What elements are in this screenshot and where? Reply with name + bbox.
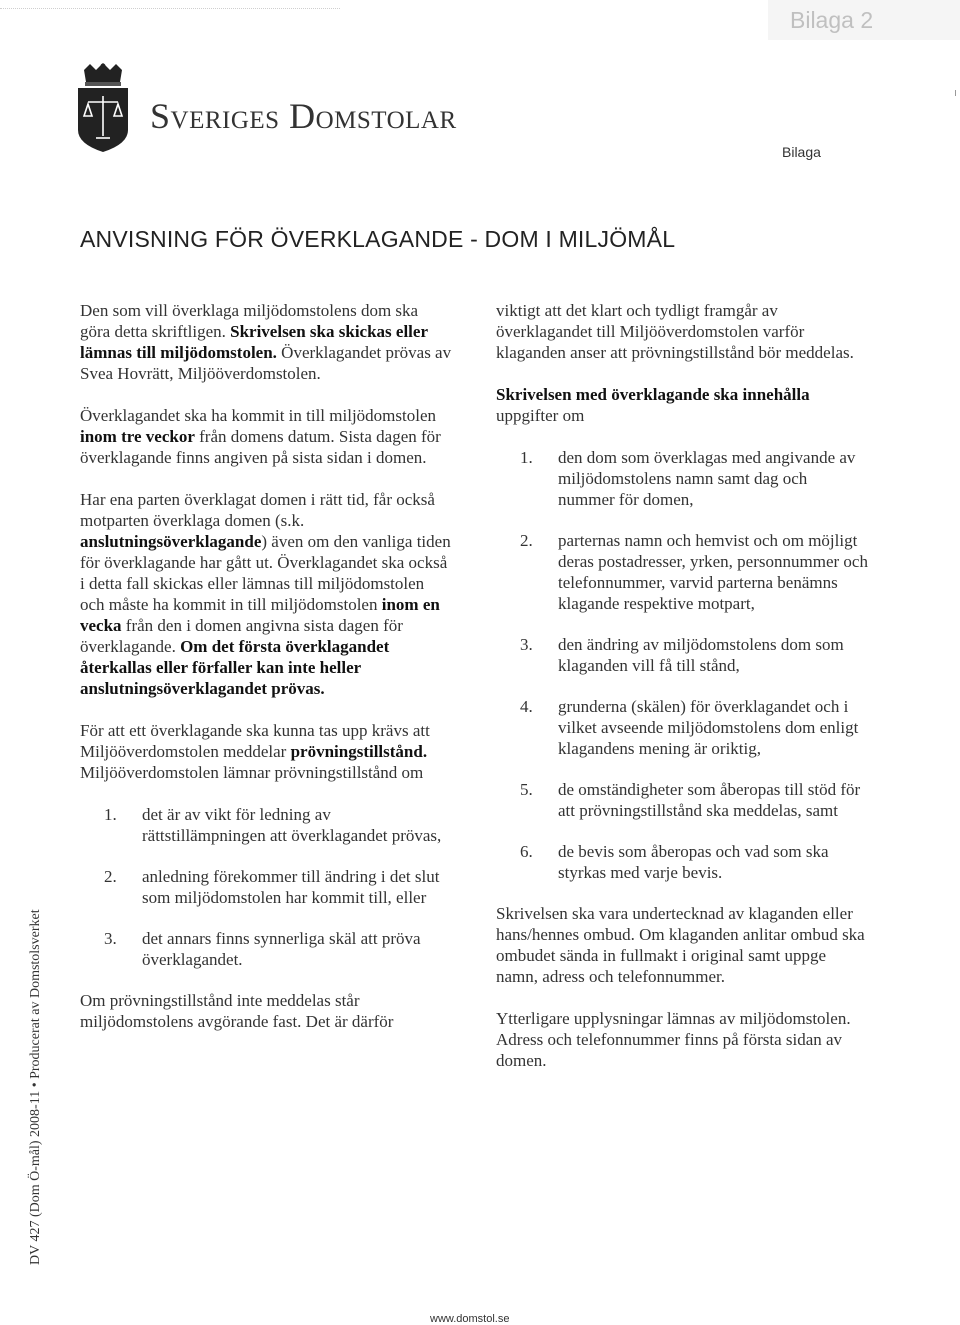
list-text: de bevis som åberopas och vad som ska styrkas med varje bevis. (558, 842, 829, 882)
list-number: 1. (520, 448, 533, 467)
footer-url[interactable]: www.domstol.se (430, 1313, 510, 1325)
list-item (496, 634, 868, 676)
bold-text: Om det första överklagandet återkallas eller förfaller kan inte heller anslutningsöverklagandet prövas. (80, 637, 390, 698)
paragraph-contents-intro (496, 384, 868, 426)
required-contents-list (496, 447, 868, 883)
bold-text: Skrivelsen ska skickas eller lämnas till miljödomstolen. (80, 322, 428, 362)
bold-text: inom en vecka (80, 595, 440, 635)
document-heading: ANVISNING FÖR ÖVERKLAGANDE - DOM I MILJÖMÅL (80, 226, 676, 252)
attachment-label: Bilaga (782, 144, 821, 160)
list-text: parternas namn och hemvist och om möjligt deras postadresser, yrken, personnummer och telefonnummer, varvid parterna benämns klagande respektive motpart, (558, 531, 868, 613)
text: Överklagandet prövas av Svea Hovrätt, Miljööverdomstolen. (80, 343, 452, 383)
list-item (496, 696, 868, 759)
list-text: grunderna (skälen) för överklagandet och i vilket avseende miljödomstolens dom enligt klagandens mening är oriktig, (558, 697, 859, 758)
list-number: 2. (520, 531, 533, 550)
text: Överklagandet ska ha kommit in till miljödomstolen (80, 406, 437, 425)
list-number: 2. (104, 867, 117, 886)
scan-edge-line (0, 8, 340, 9)
list-number: 6. (520, 842, 533, 861)
scan-mark (955, 90, 956, 96)
text: från domens datum. Sista dagen för överklagande finns angiven på sista sidan i domen. (80, 427, 441, 467)
paragraph-more-info: Ytterligare upplysningar lämnas av miljödomstolen. Adress och telefonnummer finns på första sidan av domen. (496, 1009, 851, 1070)
list-text: det är av vikt för ledning av rättstillämpningen att överklagandet prövas, (142, 805, 442, 845)
text: ) även om den vanliga tiden för överklagande har gått ut. Överklagandet ska också i detta fall skickas eller lämnas till miljödomstolen och måste ha kommit in till miljödomstolen (80, 532, 451, 614)
list-number: 4. (520, 697, 533, 716)
list-number: 1. (104, 805, 117, 824)
list-text: det annars finns synnerliga skäl att pröva överklagandet. (142, 929, 421, 969)
list-item (80, 928, 452, 970)
text: från den i domen angivna sista dagen för överklagande. (80, 616, 403, 656)
list-text: anledning förekommer till ändring i det slut som miljödomstolen har kommit till, eller (142, 867, 440, 907)
paragraph-deadline (80, 405, 452, 468)
text: Miljööverdomstolen lämnar prövningstillstånd om (80, 763, 424, 782)
paragraph-decision-final: Om prövningstillstånd inte meddelas står miljödomstolens avgörande fast. Det är därför (80, 991, 394, 1031)
paragraph-leave-to-appeal (80, 720, 452, 783)
text: uppgifter om (496, 406, 585, 425)
bold-text: prövningstillstånd. (290, 742, 428, 761)
list-item (496, 779, 868, 821)
list-number: 3. (104, 929, 117, 948)
bold-text: anslutningsöverklagande (80, 532, 262, 551)
text: Den som vill överklaga miljödomstolens dom ska göra detta skriftligen. (80, 301, 419, 341)
attachment-tag: Bilaga 2 (768, 0, 960, 40)
left-column (80, 300, 452, 1053)
list-text: den ändring av miljödomstolens dom som klaganden vill få till stånd, (558, 635, 844, 675)
form-identifier-vertical: DV 427 (Dom Ö-mål) 2008-11 • Producerat av Domstolsverket (28, 909, 43, 1265)
list-text: de omständigheter som åberopas till stöd för att prövningstillstånd ska meddelas, samt (558, 780, 861, 820)
bold-text: inom tre veckor (80, 427, 195, 446)
right-column (496, 300, 868, 1092)
text: För att ett överklagande ska kunna tas upp krävs att Miljööverdomstolen meddelar (80, 721, 430, 761)
list-text: den dom som överklagas med angivande av miljödomstolens namn samt dag och nummer för domen, (558, 448, 856, 509)
list-item (496, 447, 868, 510)
list-number: 3. (520, 635, 533, 654)
list-item (80, 866, 452, 908)
court-crest-logo (72, 62, 134, 154)
bold-text: Skrivelsen med överklagande ska innehålla (496, 385, 810, 404)
paragraph-signature: Skrivelsen ska vara undertecknad av klaganden eller hans/hennes ombud. Om klaganden anlitar ombud ska ombudet sända in fullmakt i original samt uppge namn, adress och telefonnummer. (496, 904, 865, 986)
leave-criteria-list (80, 804, 452, 970)
paragraph-written-appeal (80, 300, 452, 384)
paragraph-cross-appeal (80, 489, 452, 699)
paragraph-clarity: viktigt att det klart och tydligt framgår av överklagandet till Miljööverdomstolen varför klaganden anser att prövningstillstånd bör meddelas. (496, 301, 854, 362)
list-item (496, 841, 868, 883)
list-item (80, 804, 452, 846)
text: Har ena parten överklagat domen i rätt tid, får också motparten överklaga domen (s.k. (80, 490, 435, 530)
list-item (496, 530, 868, 614)
list-number: 5. (520, 780, 533, 799)
organization-name: Sveriges Domstolar (150, 96, 457, 136)
